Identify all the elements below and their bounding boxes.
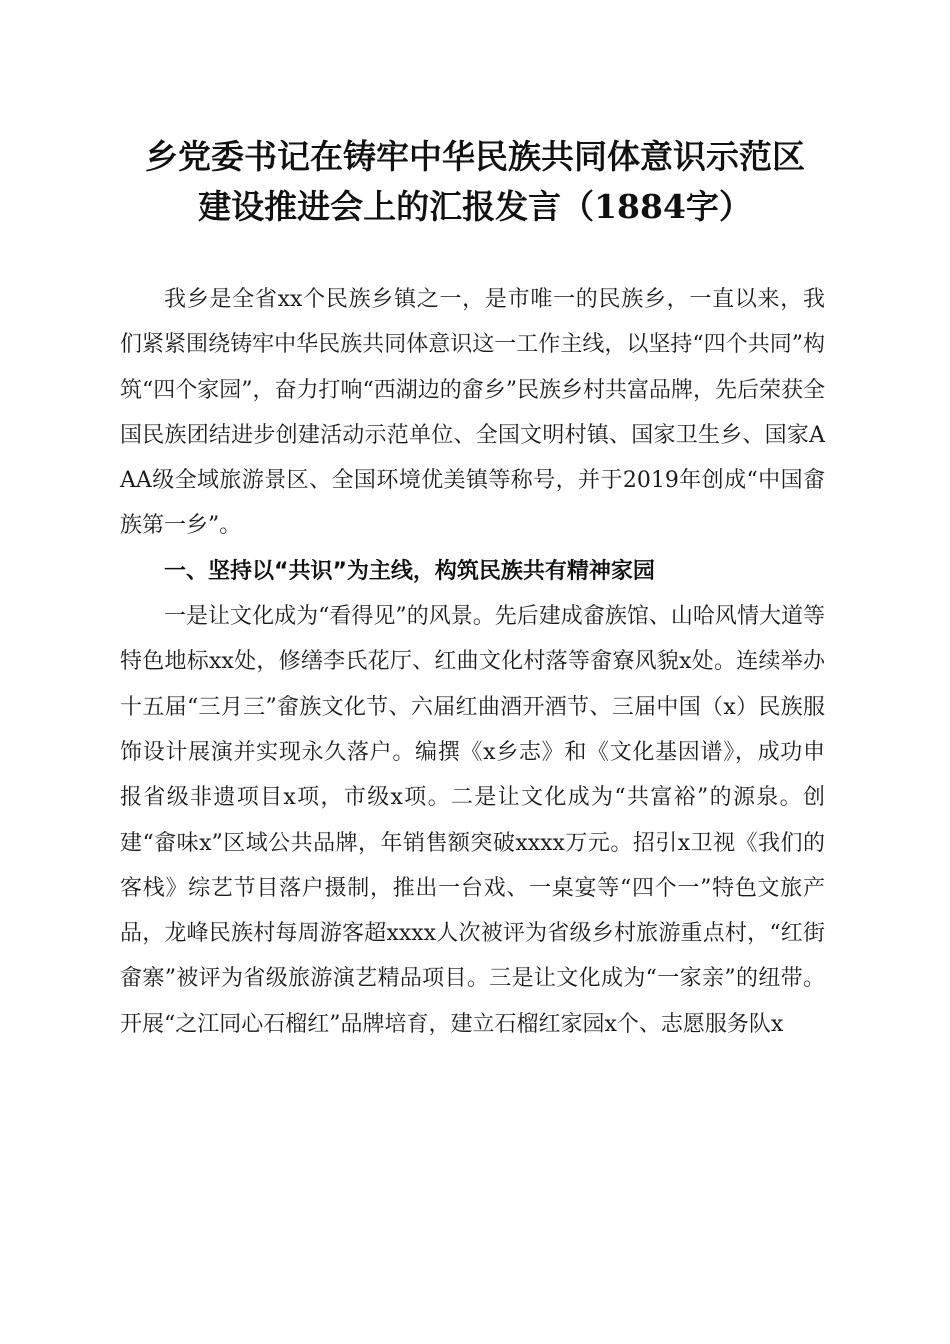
title-line-1: 乡党委书记在铸牢中华民族共同体意识示范区	[145, 137, 805, 176]
section-1-heading: 一、坚持以“共识”为主线，构筑民族共有精神家园	[164, 558, 655, 584]
document-body	[120, 277, 825, 1047]
document-title	[100, 132, 850, 232]
section-1-paragraph: 一是让文化成为“看得见”的风景。先后建成畲族馆、山哈风情大道等特色地标xx处，修缮李氏花厅、红曲文化村落等畲寮风貌x处。连续举办十五届“三月三”畲族文化节、六届红曲酒开酒节、三届中国（x）民族服饰设计展演并实现永久落户。编撰《x乡志》和《文化基因谱》，成功申报省级非遗项目x项，市级x项。二是让文化成为“共富裕”的源泉。创建“畲味x”区域公共品牌，年销售额突破xxxx万元。招引x卫视《我们的客栈》综艺节目落户摄制，推出一台戏、一桌宴等“四个一”特色文旅产品，龙峰民族村每周游客超xxxx人次被评为省级乡村旅游重点村，“红街畲寨”被评为省级旅游演艺精品项目。三是让文化成为“一家亲”的纽带。开展“之江同心石榴红”品牌培育，建立石榴红家园x个、志愿服务队x	[120, 604, 825, 1037]
title-line-2: 建设推进会上的汇报发言（1884字）	[198, 187, 752, 226]
intro-paragraph: 我乡是全省xx个民族乡镇之一，是市唯一的民族乡，一直以来，我们紧紧围绕铸牢中华民族共同体意识这一工作主线，以坚持“四个共同”构筑“四个家园”，奋力打响“西湖边的畲乡”民族乡村共富品牌，先后荣获全国民族团结进步创建活动示范单位、全国文明村镇、国家卫生乡、国家AAA级全域旅游景区、全国环境优美镇等称号，并于2019年创成“中国畲族第一乡”。	[120, 287, 825, 539]
